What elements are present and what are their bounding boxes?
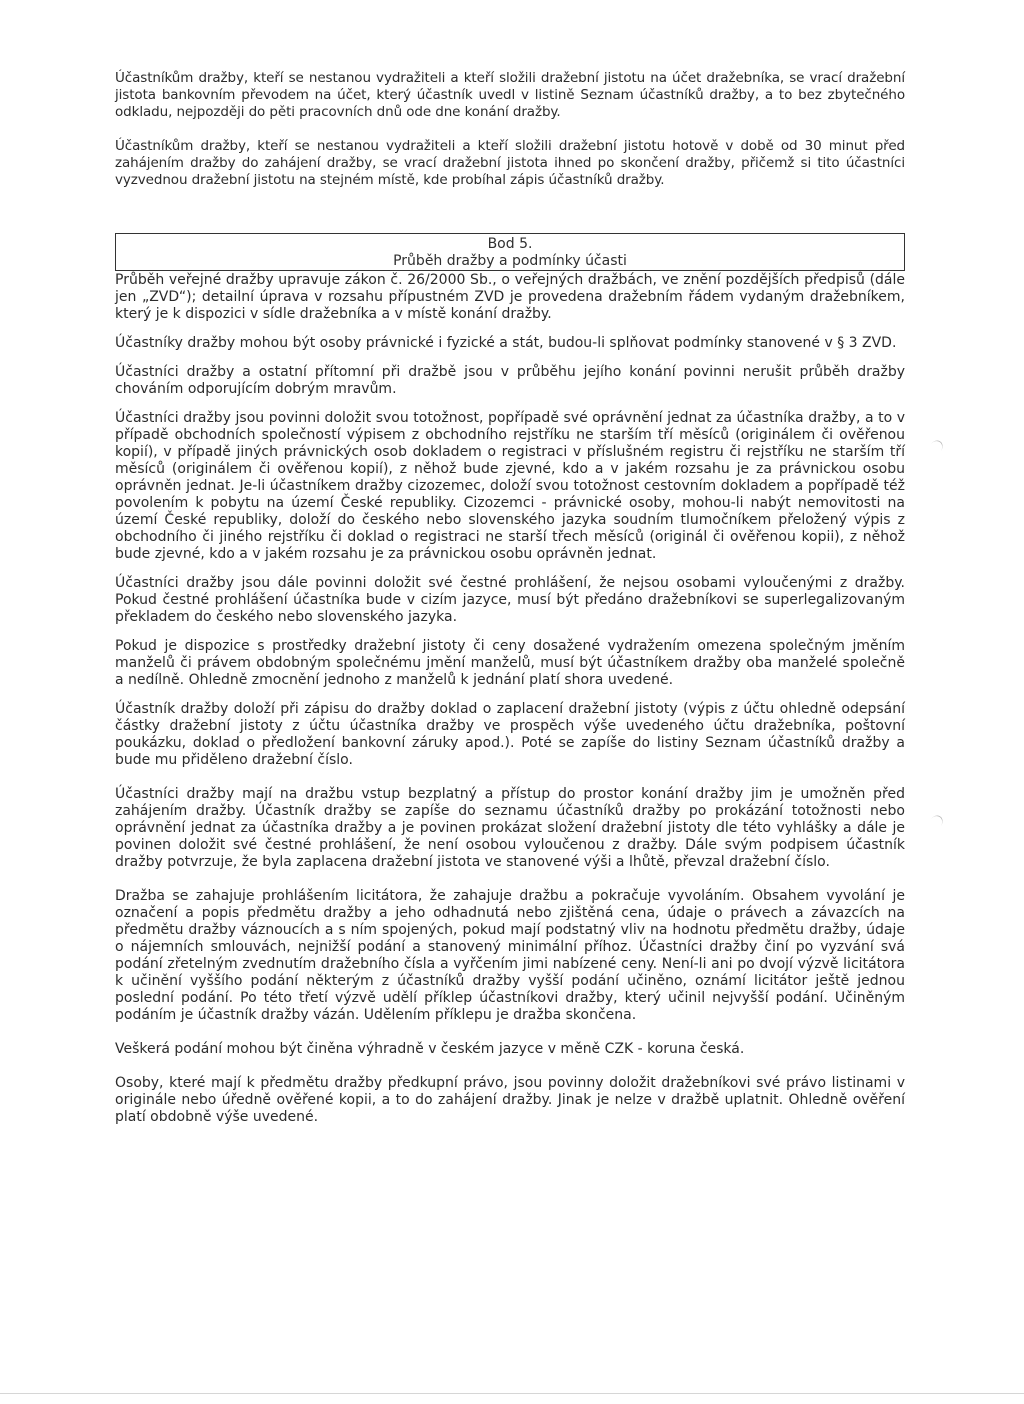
paragraph-preemption: Osoby, které mají k předmětu dražby předkupní právo, jsou povinny doložit dražebníkovi své právo listinami v originále nebo úředně ověřené kopii, a to do zahájení dražby. Jinak je nelze v dražbě uplatnit. Ohledně ověření platí obdobně výše uvedené.	[115, 1075, 905, 1125]
scan-mark	[927, 438, 945, 457]
paragraph-conduct: Účastníci dražby a ostatní přítomní při dražbě jsou v průběhu jejího konání povinni nerušit průběh dražby chováním odporujícím dobrým mravům.	[115, 364, 905, 397]
paragraph-declaration: Účastníci dražby jsou dále povinni doložit své čestné prohlášení, že nejsou osobami vyloučenými z dražby. Pokud čestné prohlášení účastníka bude v cizím jazyce, musí být předáno dražebníkovi se superlegalizovaným překladem do českého nebo slovenského jazyka.	[115, 575, 905, 625]
paragraph-identity: Účastníci dražby jsou povinni doložit svou totožnost, popřípadě své oprávnění jednat za účastníka dražby, a to v případě obchodních společností výpisem z obchodního rejstříku ne starším tří měsíců (originálem či ověřenou kopií), v případě jiných právnických osob dokladem o registraci v příslušném registru či rejstříku ne starším tří měsíců (originálem či ověřenou kopií), z něhož bude zjevné, kdo a v jakém rozsahu je za právnickou osobu oprávněn jednat. Je-li účastníkem dražby cizozemec, doloží svou totožnost cestovním dokladem a popřípadě též povolením k pobytu na území České republiky. Cizozemci - právnické osoby, mohou-li nabýt nemovitosti na území České republiky, doloží do českého nebo slovenského jazyka soudním tlumočníkem přeložený výpis z obchodního či jiného rejstříku či doklad o registraci ne starší třech měsíců (originál či ověřenou kopii), z něhož bude zjevné, kdo a v jakém rozsahu je za právnickou osobu oprávněn jednat.	[115, 410, 905, 562]
paragraph-spouses: Pokud je dispozice s prostředky dražební jistoty či ceny dosažené vydražením omezena společným jměním manželů či právem obdobným společnému jmění manželů, musí být účastníkem dražby oba manželé společně a nedílně. Ohledně zmocnění jednoho z manželů k jednání platí shora uvedené.	[115, 638, 905, 688]
paragraph-refund-transfer: Účastníkům dražby, kteří se nestanou vydražiteli a kteří složili dražební jistotu na účet dražebníka, se vrací dražební jistota bankovním převodem na účet, který účastník uvedl v listině Seznam účastníků dražby, a to bez zbytečného odkladu, nejpozději do pěti pracovních dnů ode dne konání dražby.	[115, 70, 905, 120]
document-page	[115, 70, 905, 1126]
scan-mark	[927, 813, 945, 832]
paragraph-currency: Veškerá podání mohou být činěna výhradně v českém jazyce v měně CZK - koruna česká.	[115, 1041, 745, 1057]
paragraph-entry: Účastníci dražby mají na dražbu vstup bezplatný a přístup do prostor konání dražby jim je umožněn před zahájením dražby. Účastník dražby se zapíše do seznamu účastníků dražby po prokázání totožnosti nebo oprávnění jednat za účastníka dražby a je povinen prokázat složení dražební jistoty dle této vyhlášky a dále je povinen doložit své čestné prohlášení, že není osobou vyloučenou z dražby. Dále svým podpisem účastník dražby potvrzuje, že byla zaplacena dražební jistota ve stanovené výši a lhůtě, převzal dražební číslo.	[115, 786, 905, 870]
paragraph-participants: Účastníky dražby mohou být osoby právnické i fyzické a stát, budou-li splňovat podmínky stanovené v § 3 ZVD.	[115, 335, 897, 351]
section-heading-box	[115, 233, 905, 271]
section-number: Bod 5.	[487, 236, 533, 252]
paragraph-legal-basis: Průběh veřejné dražby upravuje zákon č. 26/2000 Sb., o veřejných dražbách, ve znění pozdějších předpisů (dále jen „ZVD“); detailní úprava v rozsahu přípustném ZVD je provedena dražebním řádem vydaným dražebníkem, který je k dispozici v sídle dražebníka a v místě konání dražby.	[115, 272, 905, 322]
scan-edge-line	[0, 1393, 1024, 1394]
paragraph-refund-cash: Účastníkům dražby, kteří se nestanou vydražiteli a kteří složili dražební jistotu hotově v době od 30 minut před zahájením dražby do zahájení dražby, se vrací dražební jistota ihned po skončení dražby, přičemž si tito účastníci vyzvednou dražební jistotu na stejném místě, kde probíhal zápis účastníků dražby.	[115, 138, 905, 188]
paragraph-deposit-proof: Účastník dražby doloží při zápisu do dražby doklad o zaplacení dražební jistoty (výpis z účtu ohledně odepsání částky dražební jistoty z účtu účastníka dražby ve prospěch výše uvedeného účtu dražebníka, poštovní poukázku, doklad o předložení bankovní záruky apod.). Poté se zapíše do listiny Seznam účastníků dražby a bude mu přiděleno dražební číslo.	[115, 701, 905, 768]
paragraph-auction-process: Dražba se zahajuje prohlášením licitátora, že zahajuje dražbu a pokračuje vyvoláním. Obsahem vyvolání je označení a popis předmětu dražby a jeho odhadnutá nebo zjištěná cena, údaje o právech a závazcích na předmětu dražby váznoucích a s ním spojených, pokud mají podstatný vliv na hodnotu předmětu dražby, údaje o nájemních smlouvách, nejnižší podání a stanovený minimální příhoz. Účastníci dražby činí po vyzvání svá podání zřetelným zvednutím dražebního čísla a vyřčením jimi nabízené ceny. Není-li ani po dvojí výzvě licitátora k učinění vyššího podání některým z účastníků dražby vyšší podání učiněno, oznámí licitátor ještě jednou poslední podání. Po této třetí výzvě udělí příklep účastníkovi dražby, který učinil nejvyšší podání. Učiněným podáním je účastník dražby vázán. Udělením příklepu je dražba skončena.	[115, 888, 905, 1023]
section-title: Průběh dražby a podmínky účasti	[393, 253, 627, 269]
